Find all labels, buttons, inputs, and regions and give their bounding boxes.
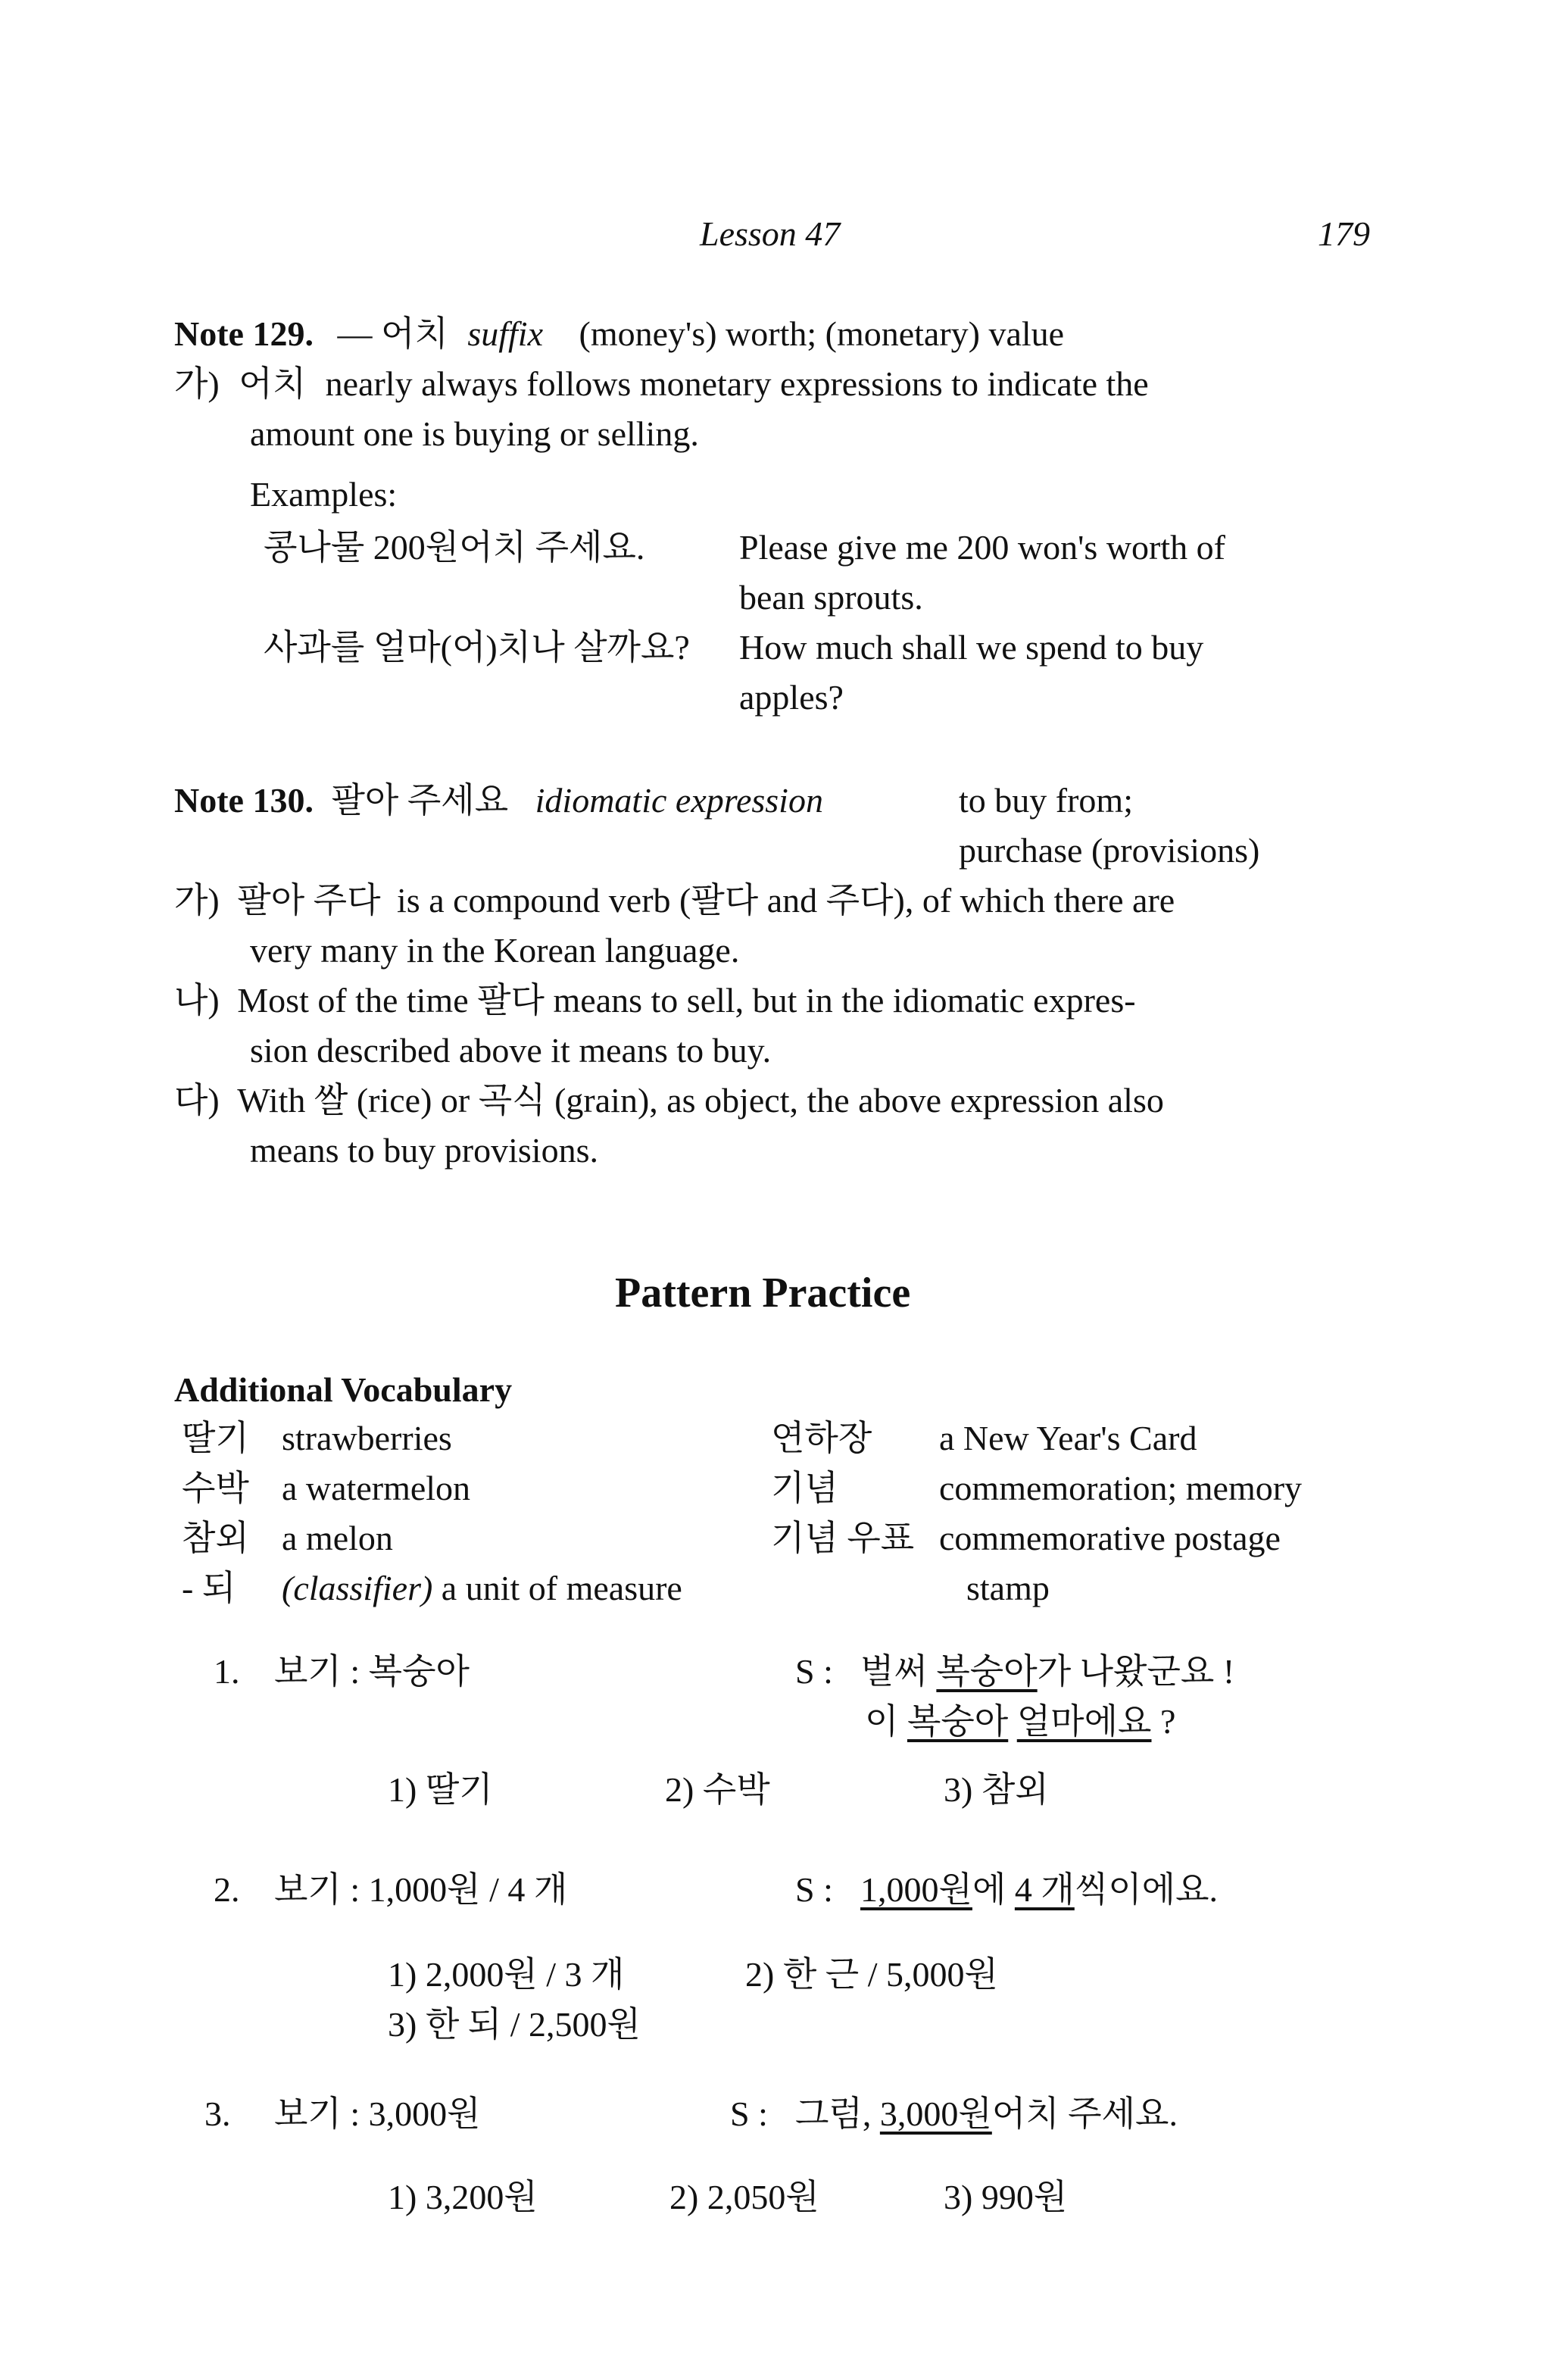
example-1-english-line1: Please give me 200 won's worth of [739,528,1225,567]
vocab-right-1-ko: 연하장 [771,1419,872,1457]
drill-1-item-3: 3) 참외 [944,1770,1049,1809]
example-2-korean: 사과를 얼마(어)치나 살까요? [264,628,690,667]
ga-text-a: is a compound verb ( [397,881,691,920]
vocab-left-2-en: a watermelon [282,1469,471,1507]
running-header-lesson: Lesson 47 [700,214,841,253]
drill-1-s2-substitution: 복숭아 [907,1702,1009,1741]
drill-1-s2-space [1008,1702,1017,1741]
drill-1-s1-suffix: 가 나왔군요 ! [1037,1652,1235,1691]
drill-1-s2-mark: ? [1151,1702,1176,1741]
drill-1-s2-prefix: 이 [865,1702,907,1741]
drill-2-s-label: S : [795,1870,833,1909]
da-marker: 다) [174,1081,220,1120]
pattern-practice-title: Pattern Practice [615,1270,911,1316]
drill-3-item-3: 3) 990원 [944,2178,1068,2216]
drill-1-s1-prefix: 벌써 [860,1652,937,1691]
ga-marker: 가) [174,881,220,920]
note-129-ga-line2: amount one is buying or selling. [250,414,699,453]
vocab-left-4-en-line [282,1563,682,1613]
na-text-a: Most of the time [237,981,469,1020]
note-129-term: — 어치 [337,314,448,353]
vocab-left-4-en: a unit of measure [441,1569,682,1607]
note-130-ga-line2: very many in the Korean language. [250,931,740,970]
vocab-right-2-ko: 기념 [771,1469,838,1507]
note-129-label: Note 129. [174,314,314,353]
note-130-term: 팔아 주세요 [331,781,509,820]
vocab-left-1-en: strawberries [282,1419,452,1457]
ga-term-c: 주다 [825,881,894,920]
da-term-rice: 쌀 [314,1081,348,1120]
note-129-gloss: (money's) worth; (monetary) value [579,314,1065,353]
vocab-left-4-classifier: (classifier) [282,1569,433,1607]
drill-2-s1-amount: 1,000원 [860,1870,972,1909]
na-text-b: means to sell, but in the idiomatic expres- [553,981,1136,1020]
na-term: 팔다 [477,981,545,1020]
drill-2-example: 보기 : 1,000원 / 4 개 [274,1870,568,1909]
drill-2-item-3: 3) 한 되 / 2,500원 [388,2005,641,2044]
drill-2-item-2: 2) 한 근 / 5,000원 [745,1955,998,1994]
example-1-korean: 콩나물 200원어치 주세요. [264,528,645,567]
vocab-right-1-en: a New Year's Card [939,1419,1197,1457]
drill-3-s1-prefix: 그럼, [795,2094,880,2133]
da-text-b: (rice) or [356,1081,470,1120]
drill-3-example: 보기 : 3,000원 [274,2094,481,2133]
note-129-suffix: suffix [467,314,544,353]
ga-term-b: 팔다 [691,881,759,920]
drill-1-number: 1. [214,1652,240,1691]
drill-3-item-1: 1) 3,200원 [388,2178,538,2216]
drill-3-number: 3. [204,2094,231,2133]
example-2-english-line2: apples? [739,678,844,717]
drill-1-s2-question: 얼마에요 [1016,1702,1152,1741]
vocab-left-3-en: a melon [282,1519,393,1557]
vocab-right-2-en: commemoration; memory [939,1469,1303,1507]
note-130-na-line1 [174,976,1136,1026]
drill-2-item-1: 1) 2,000원 / 3 개 [388,1955,625,1994]
drill-3-item-2: 2) 2,050원 [669,2178,819,2216]
vocab-left-1-ko: 딸기 [182,1419,249,1457]
da-text-c: (grain), as object, the above expression also [554,1081,1164,1120]
drill-1-s1-substitution: 복숭아 [936,1652,1038,1691]
drill-3-s-label: S : [730,2094,768,2133]
vocab-left-2-ko: 수박 [182,1469,249,1507]
ga-term: 팔아 주다 [237,881,381,920]
drill-2-s1-particle: 에 [972,1870,1015,1909]
note-130-heading-line [174,776,823,826]
vocab-right-3-en-line2: stamp [966,1569,1050,1607]
drill-2-number: 2. [214,1870,240,1909]
drill-2-s1-count: 4 개 [1014,1870,1075,1909]
drill-1-example: 보기 : 복숭아 [274,1652,470,1691]
na-marker: 나) [174,981,220,1020]
vocab-heading: Additional Vocabulary [174,1370,513,1409]
note-130-label: Note 130. [174,781,314,820]
drill-3-s1-suffix: 어치 주세요. [991,2094,1178,2133]
note-130-ga-line1 [174,876,1175,926]
page-number: 179 [1318,214,1370,253]
examples-label: Examples: [250,475,398,514]
drill-2-sentence [860,1865,1218,1915]
note-130-idiom: idiomatic expression [535,781,823,820]
vocab-right-3-en: commemorative postage [939,1519,1281,1557]
note-129-ga-line1 [174,359,1149,409]
ga-text-and: and [766,881,818,920]
note-129-heading-line [174,309,1064,359]
drill-1-sentence-2 [865,1697,1175,1747]
ga-text: nearly always follows monetary expressions to indicate the [325,364,1149,403]
drill-1-s-label: S : [795,1652,833,1691]
drill-1-item-1: 1) 딸기 [388,1770,493,1809]
example-2-english-line1: How much shall we spend to buy [739,628,1204,667]
ga-marker: 가) [174,364,220,403]
drill-2-s1-suffix: 씩이에요. [1074,1870,1219,1909]
da-term-grain: 곡식 [478,1081,546,1120]
drill-1-sentence-1 [860,1647,1234,1697]
drill-3-s1-amount: 3,000원 [879,2094,992,2133]
da-text-a: With [237,1081,306,1120]
vocab-right-3-ko: 기념 우표 [771,1519,915,1557]
example-1-english-line2: bean sprouts. [739,578,923,617]
note-130-da-line2: means to buy provisions. [250,1131,598,1170]
note-130-gloss-line1: to buy from; [959,781,1133,820]
drill-1-item-2: 2) 수박 [665,1770,770,1809]
vocab-left-4-ko: - 되 [182,1569,236,1607]
note-130-da-line1 [174,1076,1164,1126]
note-130-na-line2: sion described above it means to buy. [250,1031,772,1070]
ga-text-b: ), of which there are [893,881,1175,920]
vocab-left-3-ko: 참외 [182,1519,249,1557]
ga-term: 어치 [239,364,307,403]
note-130-gloss-line2: purchase (provisions) [959,831,1260,870]
drill-3-sentence [795,2089,1178,2139]
